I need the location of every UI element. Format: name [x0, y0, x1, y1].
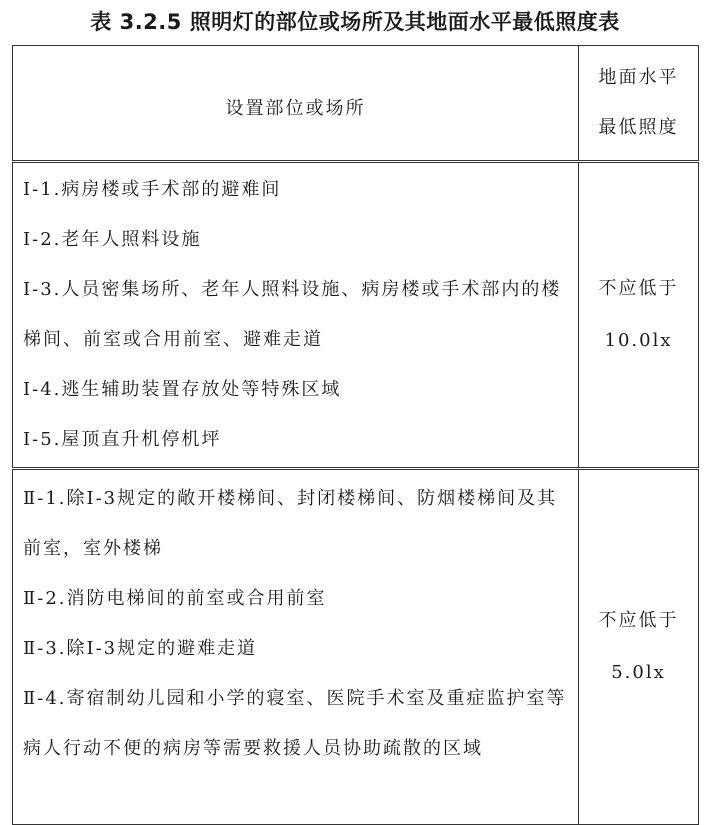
illuminance-value: 5.0lx — [611, 662, 666, 683]
place-item: Ⅱ-4.寄宿制幼儿园和小学的寝室、医院手术室及重症监护室等病人行动不便的病房等需要救援人员协助疏散的区域 — [23, 688, 567, 759]
group-2-illuminance — [579, 469, 699, 825]
header-illuminance-line2: 最低照度 — [598, 117, 679, 138]
illuminance-label: 不应低于 — [598, 610, 679, 631]
group-2-places — [13, 469, 579, 825]
group-1-illuminance — [579, 162, 699, 469]
table-row — [13, 162, 699, 469]
place-item: Ⅰ-5.屋顶直升机停机坪 — [23, 429, 222, 450]
place-item: Ⅱ-1.除Ⅰ-3规定的敞开楼梯间、封闭楼梯间、防烟楼梯间及其前室，室外楼梯 — [23, 488, 558, 559]
table-row — [13, 469, 699, 825]
header-place: 设置部位或场所 — [13, 46, 579, 162]
table-header-row — [13, 46, 699, 162]
place-item: Ⅱ-2.消防电梯间的前室或合用前室 — [23, 588, 327, 609]
place-item: Ⅰ-4.逃生辅助装置存放处等特殊区域 — [23, 379, 342, 400]
illuminance-value: 10.0lx — [604, 330, 673, 351]
table-title: 表 3.2.5 照明灯的部位或场所及其地面水平最低照度表 — [90, 10, 620, 34]
illuminance-label: 不应低于 — [598, 278, 679, 299]
place-item: Ⅰ-1.病房楼或手术部的避难间 — [23, 179, 282, 200]
illuminance-table — [12, 45, 699, 825]
place-item: Ⅰ-2.老年人照料设施 — [23, 229, 202, 250]
group-1-places — [13, 162, 579, 469]
header-illuminance-line1: 地面水平 — [598, 67, 679, 88]
place-item: Ⅰ-3.人员密集场所、老年人照料设施、病房楼或手术部内的楼梯间、前室或合用前室、避难走道 — [23, 279, 562, 350]
header-illuminance — [579, 46, 699, 162]
place-item: Ⅱ-3.除Ⅰ-3规定的避难走道 — [23, 638, 258, 659]
